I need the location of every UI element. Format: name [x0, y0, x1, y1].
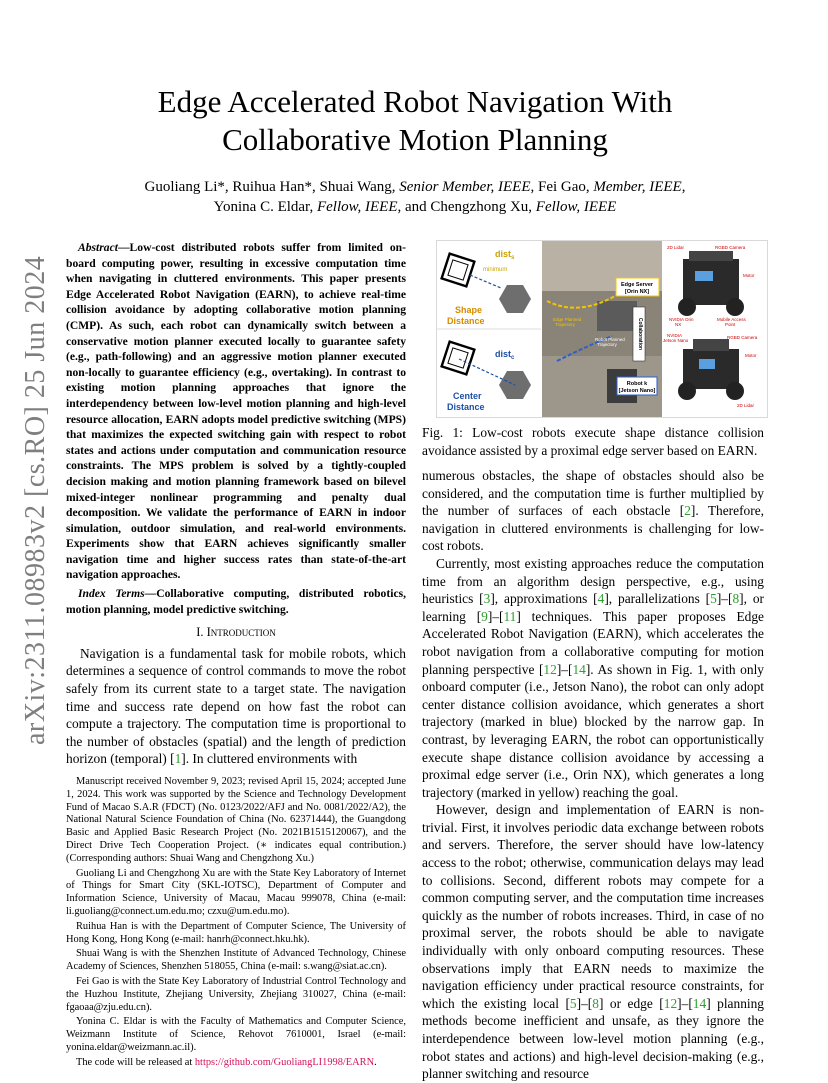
footnotes — [66, 776, 406, 1070]
footnote-affiliation-3: Shuai Wang is with the Shenzhen Institute of Advanced Technology, Chinese Academy of Sciences, Shenzhen 518055, China (e-mail: s.wang@siat.ac.cn). — [66, 948, 406, 973]
rgbd-top-label: RGBD Camera — [715, 245, 746, 250]
author-sep: , — [681, 179, 686, 195]
robot-k-label: Robot k [Jetson Nano] — [618, 381, 656, 394]
motor-bottom-label: Motor — [745, 353, 757, 358]
footnote-affiliation-5: Yonina C. Eldar is with the Faculty of Mathematics and Computer Science, Weizmann Institute of Science, Rehovot 7610001, Israel (e-mail: yonina.eldar@weizmann.ac.il). — [66, 1016, 406, 1053]
author-names-4: , and Chengzhong Xu, — [397, 199, 536, 215]
title-line-2: Collaborative Motion Planning — [222, 122, 608, 157]
rgbd-bottom-label: RGBD Camera — [727, 335, 758, 340]
abstract-label: Abstract — [78, 241, 118, 254]
dist-s-label: dist$_s$ — [495, 249, 515, 261]
robot-trajectory-label: Robot Planned Trajectory — [595, 337, 625, 347]
author-names-1: Guoliang Li*, Ruihua Han*, Shuai Wang, — [144, 179, 400, 195]
index-terms-label: Index Terms — [78, 587, 145, 601]
abstract — [66, 240, 406, 583]
author-role: Fellow, IEEE — [316, 199, 398, 215]
motor-top-label: Motor — [743, 273, 755, 278]
figure-caption: Fig. 1: Low-cost robots execute shape distance collision avoidance assisted by a proximal edge server based on EARN. — [422, 425, 764, 458]
footnote-manuscript: Manuscript received November 9, 2023; revised April 15, 2024; accepted June 1, 2024. This work was supported by the Science and Technology Development Fund of Macao S.A.R (FDCT) (No. 0123/2022/AFJ and No. 0081/2022/A2), the National Natural Science Foundation of China (No. 62371444), the Guangdong Basic and Applied Basic Research Project (No. 2021B1515120067), and the Direct Drive Tech Cooperation Project. (∗ indicates equal contribution.) (Corresponding authors: Shuai Wang and Chengzhong Xu.) — [66, 776, 406, 864]
minimum-label: minimum — [483, 267, 508, 273]
author-role: Member, IEEE — [593, 179, 682, 195]
right-column — [422, 467, 764, 1083]
left-column — [66, 240, 406, 1072]
section-heading-introduction: I. Introduction — [196, 625, 276, 640]
title-line-1: Edge Accelerated Robot Navigation With — [157, 84, 673, 119]
center-distance-label: Center Distance — [447, 391, 485, 412]
collaboration-label: Collaboration — [637, 317, 643, 351]
abstract-text: —Low-cost distributed robots suffer from limited on-board computing power, resulting in excessive computation time when navigating in cluttered environments. This paper presents Edge Accelerated Robot Navigation (EARN), to achieve real-time collision avoidance by adopting collaborative motion planning (CMP). As such, each robot can dynamically switch between a conservative motion planner executed locally to guarantee safety (e.g., path-following) and an aggressive motion planner executed non-locally to guarantee efficiency (e.g., overtaking). In contrast to existing motion planning approaches that ignore the interdependency between low-level motion planning and high-level resource allocation, EARN adopts model predictive switching (MPS) that maximizes the expected switching gain with respect to robot states and actions under computation and communication resource constraints. The MPS problem is solved by a tightly-coupled decision making and motion planning framework based on bilevel mixed-integer nonlinear programming and penalty dual decomposition. We validate the performance of EARN in indoor simulation, outdoor simulation, and real-world environments. Experiments show that EARN achieves significantly smaller navigation time and higher success rates than state-of-the-art navigation approaches. — [66, 241, 406, 582]
footnote-code — [66, 1057, 406, 1070]
edge-server-label: Edge Server [Orin NX] — [620, 282, 654, 295]
lidar-bottom-label: 2D Lidar — [737, 403, 755, 408]
author-line-2 — [60, 197, 770, 217]
dist-c-label: dist$_c$ — [495, 349, 515, 361]
author-names-2: , Fei Gao, — [530, 179, 594, 195]
right-paragraph-1: numerous obstacles, the shape of obstacles should also be considered, and the computation time is further multiplied by the number of surfaces of each obstacle [2]. Therefore, navigation in cluttered environments is challenging for low-cost robots. — [422, 468, 764, 554]
right-paragraph-3: However, design and implementation of EARN is non-trivial. First, it involves periodic data exchange between robots and servers. Therefore, the server should have low-latency access to the robot; otherwise, communication delays may lead to collisions. Second, different robots may compete for a common computing server, and the computation time increases quickly as the number of robots increases. Third, in case of no proximal server, the robots should be able to navigate individually with only onboard computing resources. These observations imply that EARN needs to maximize the navigation efficiency under practical resource constraints, for which the existing local [5]–[8] or edge [12]–[14] planning methods become inefficient and unsafe, as they ignore the interdependence between low-level motion planning (e.g., robot states and actions) and high-level decision-making (e.g., planner switching and resource — [422, 802, 764, 1082]
shape-distance-label: Shape Distance — [447, 305, 485, 326]
index-terms — [66, 586, 406, 617]
author-role: Fellow, IEEE — [535, 199, 617, 215]
jetson-label: NVIDIA Jetson Nano — [663, 333, 689, 343]
index-terms-text: —Collaborative computing, distributed robotics, motion planning, model predictive switching. — [66, 587, 406, 616]
right-paragraph-2: Currently, most existing approaches reduce the computation time from an algorithm design perspective, e.g., using heuristics [3], approximations [4], parallelizations [5]–[8], or learning [9]–[11] techniques. This paper proposes Edge Accelerated Robot Navigation (EARN), which accelerates the robot navigation from a collaborative computing for motion planning perspective [12]–[14]. As shown in Fig. 1, with only onboard computer (i.e., Jetson Nano), the robot can only adopt center distance collision avoidance, which generates a short trajectory (marked in blue) blocked by the narrow gap. In contrast, by leveraging EARN, the robot can opportunistically execute shape distance collision avoidance by accessing a proximal edge server (i.e., Orin NX), which generates a long trajectory (marked in yellow) reaching the goal. — [422, 555, 764, 800]
paper-title — [60, 83, 770, 159]
lidar-top-label: 2D Lidar — [667, 245, 685, 250]
edge-trajectory-label: Edge Planned Trajectory — [553, 317, 582, 327]
author-names-3: Yonina C. Eldar, — [213, 199, 317, 215]
arxiv-identifier: arXiv:2311.08983v2 [cs.RO] 25 Jun 2024 — [20, 255, 51, 745]
author-role: Senior Member, IEEE — [399, 179, 531, 195]
footnote-affiliation-4: Fei Gao is with the State Key Laboratory of Industrial Control Technology and the Huzhou Institute, Zhejiang University, Zhejiang 310027, China (e-mail: fgaoaa@zju.edu.cn). — [66, 975, 406, 1013]
orin-label: NVIDIA Orin NX — [669, 317, 694, 327]
footnote-affiliation-1: Guoliang Li and Chengzhong Xu are with the State Key Laboratory of Internet of Things for Smart City (SKL-IOTSC), Department of Computer and Information Science, University of Macau, Macau 999078, China (e-mail: li.guoliang@connect.um.edu.mo; czxu@um.edu.mo). — [66, 867, 406, 917]
author-list — [60, 177, 770, 217]
figure-1 — [436, 240, 768, 418]
access-point-label: Mobile Access Point — [717, 317, 746, 327]
code-suffix: . — [374, 1056, 377, 1068]
github-link[interactable]: https://github.com/GuoliangLI1998/EARN — [194, 1056, 375, 1068]
footnote-affiliation-2: Ruihua Han is with the Department of Computer Science, The University of Hong Kong, Hong Kong (e-mail: hanrh@connect.hku.hk). — [66, 920, 406, 945]
intro-paragraph: Navigation is a fundamental task for mobile robots, which determines a sequence of control commands to move the robot safely from its current state to a target state. The navigation time and success rate depend on how fast the robot can compute a trajectory. The computation time is proportional to the number of obstacles (spatial) and the length of prediction horizon (temporal) [1]. In cluttered environments with — [66, 645, 406, 767]
figure-1-illustration — [437, 241, 767, 417]
code-prefix: The code will be released at — [76, 1056, 195, 1068]
author-line-1 — [60, 177, 770, 197]
